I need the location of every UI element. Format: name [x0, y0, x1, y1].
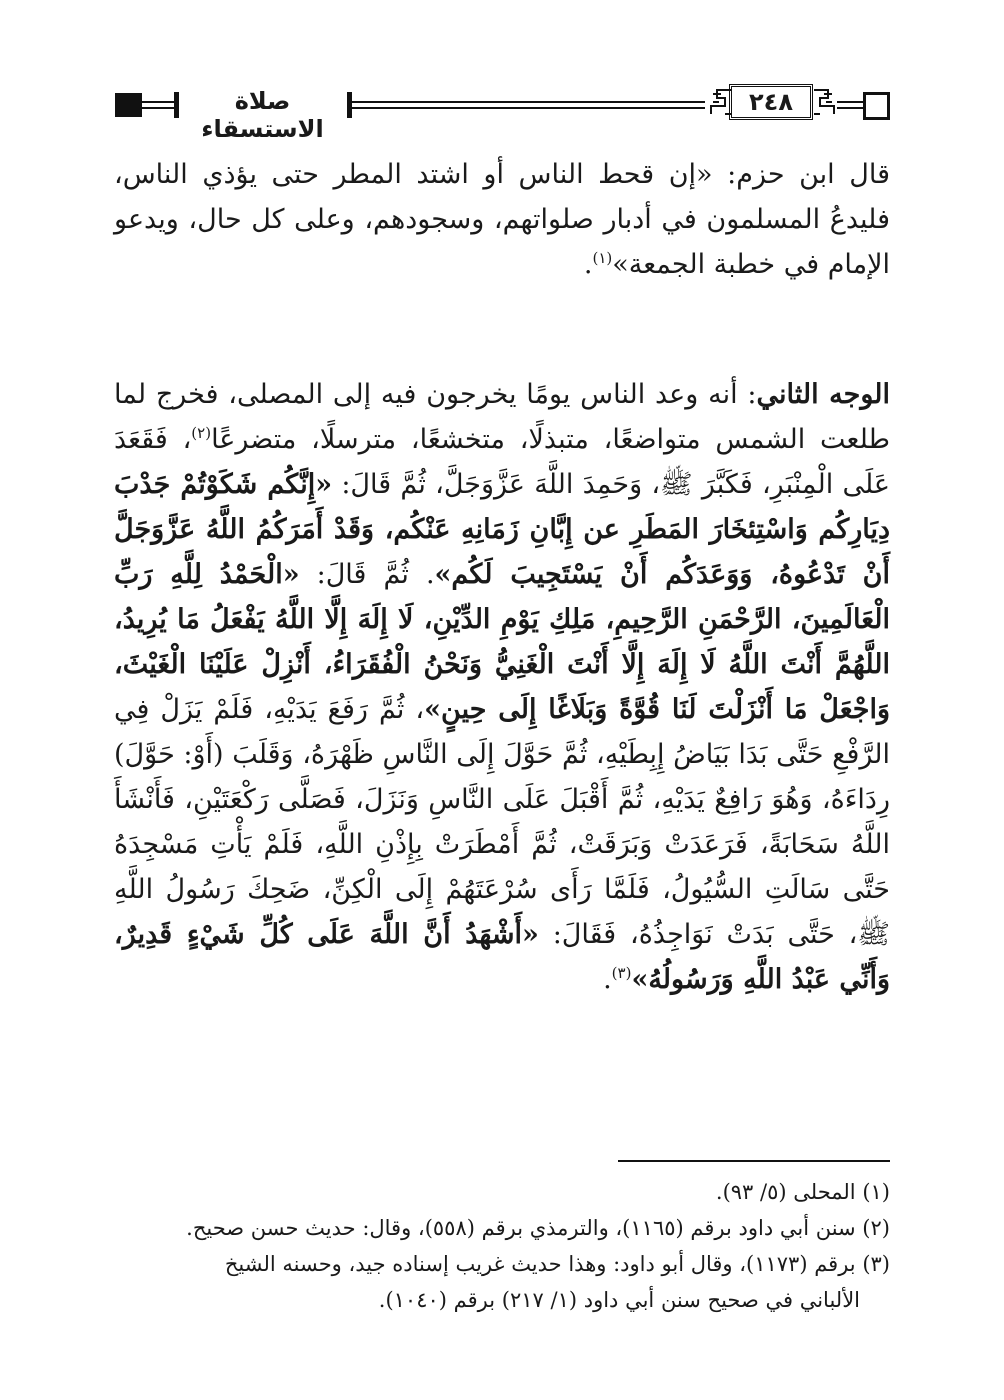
- header-rule: [350, 101, 705, 109]
- header-rule: [142, 101, 174, 109]
- footnote-ref: (٣): [611, 964, 632, 982]
- paragraph-ibn-hazm: [114, 152, 890, 287]
- paragraph-text: ، فَقَعَدَ عَلَى الْمِنْبَرِ، فَكَبَّرَ ﷺ، وَحَمِدَ اللَّهَ عَزَّوَجَلَّ، ثُمَّ قَالَ:: [114, 424, 890, 500]
- header-square-ornament-right: [863, 92, 890, 120]
- section-lead: الوجه الثاني: [756, 379, 890, 410]
- hadith-quote: «الْحَمْدُ لِلَّهِ رَبِّ الْعَالَمِينَ، الرَّحْمَنِ الرَّحِيمِ، مَلِكِ يَوْمِ الدِّيْنِ، لَا إِلَهَ إِلَّا اللَّهُ يَفْعَلُ مَا يُرِيدُ، اللَّهُمَّ أَنْتَ اللَّهُ لَا إِلَهَ إِلَّا أَنْتَ الْغَنِيُّ وَنَحْنُ الْفُقَرَاءُ، أَنْزِلْ عَلَيْنَا الْغَيْثَ، وَاجْعَلْ مَا أَنْزَلْتَ لَنَا قُوَّةً وَبَلَاغًا إِلَى حِينٍ»: [114, 559, 890, 725]
- paragraph-end: .: [583, 249, 593, 280]
- footnote-3-continuation: الألباني في صحيح سنن أبي داود (١/ ٢١٧) برقم (١٠٤٠).: [378, 1288, 860, 1312]
- chapter-title: صلاة الاستسقاء: [201, 87, 324, 143]
- footnote-ref: (٢): [191, 424, 212, 442]
- header-square-ornament-left: [115, 93, 142, 117]
- footnote-1: (١) المحلى (٥/ ٩٣).: [715, 1180, 890, 1204]
- page-number: ٢٤٨: [729, 84, 813, 120]
- running-header: [115, 82, 890, 143]
- hadith-quote: «إِنَّكُم شَكَوْتُمْ جَدْبَ دِيَارِكُم وَاسْتِئخَارَ المَطَرِ عن إِبَّانِ زَمَانِهِ عَنْكُم، وَقَدْ أَمَرَكُمُ اللَّهُ عَزَّوَجَلَّ أَنْ تَدْعُوهُ، وَوَعَدَكُم أَنْ يَسْتَجِيبَ لَكُم»: [114, 469, 890, 590]
- paragraph-end: .: [603, 964, 612, 995]
- footnote-separator: [618, 1160, 890, 1162]
- footnote-ref: (١): [592, 249, 613, 267]
- header-rule: [837, 101, 863, 109]
- paragraph-text: ، ثُمَّ رَفَعَ يَدَيْهِ، فَلَمْ يَزَلْ فِي الرَّفْعِ حَتَّى بَدَا بَيَاضُ إِبِطَيْهِ، ثُمَّ حَوَّلَ إِلَى النَّاسِ ظَهْرَهُ، وَقَلَبَ (أَوْ: حَوَّلَ) رِدَاءَهُ، وَهُوَ رَافِعٌ يَدَيْهِ، ثُمَّ أَقْبَلَ عَلَى النَّاسِ وَنَزَلَ، فَصَلَّى رَكْعَتَيْنِ، فَأَنْشَأَ اللَّهُ سَحَابَةً، فَرَعَدَتْ وَبَرَقَتْ، ثُمَّ أَمْطَرَتْ بِإِذْنِ اللَّهِ، فَلَمْ يَأْتِ مَسْجِدَهُ حَتَّى سَالَتِ السُّيُولُ، فَلَمَّا رَأَى سُرْعَتَهُمْ إِلَى الْكِنِّ، ضَحِكَ رَسُولُ اللَّهِ ﷺ، حَتَّى بَدَتْ نَوَاجِذُهُ، فَقَالَ:: [114, 694, 891, 950]
- fret-ornament-icon: [812, 88, 838, 116]
- paragraph-second-aspect: [114, 372, 890, 1002]
- footnote-2: (٢) سنن أبي داود برقم (١١٦٥)، والترمذي برقم (٥٥٨)، وقال: حديث حسن صحيح.: [186, 1216, 890, 1240]
- header-bar: [174, 92, 179, 118]
- paragraph-text: : أنه وعد الناس يومًا يخرجون فيه إلى المصلى، فخرج لما طلعت الشمس متواضعًا، متبذلًا، متخشعًا، مترسلًا، متضرعًا: [114, 379, 890, 455]
- hadith-quote: «أَشْهَدُ أَنَّ اللَّهَ عَلَى كُلِّ شَيْءٍ قَدِيرٌ، وَأَنِّي عَبْدُ اللَّهِ وَرَسُولُهُ»: [114, 919, 890, 995]
- paragraph-text: قال ابن حزم: «إن قحط الناس أو اشتد المطر حتى يؤذي الناس، فليدعُ المسلمون في أدبار صلواتهم، وسجودهم، وعلى كل حال، ويدعو الإمام في خطبة الجمعة»: [114, 159, 890, 280]
- paragraph-text: . ثُمَّ قَالَ:: [299, 559, 435, 590]
- footnotes: [114, 1174, 890, 1318]
- footnote-3: (٣) برقم (١١٧٣)، وقال أبو داود: وهذا حديث غريب إسناده جيد، وحسنه الشيخ: [224, 1252, 890, 1276]
